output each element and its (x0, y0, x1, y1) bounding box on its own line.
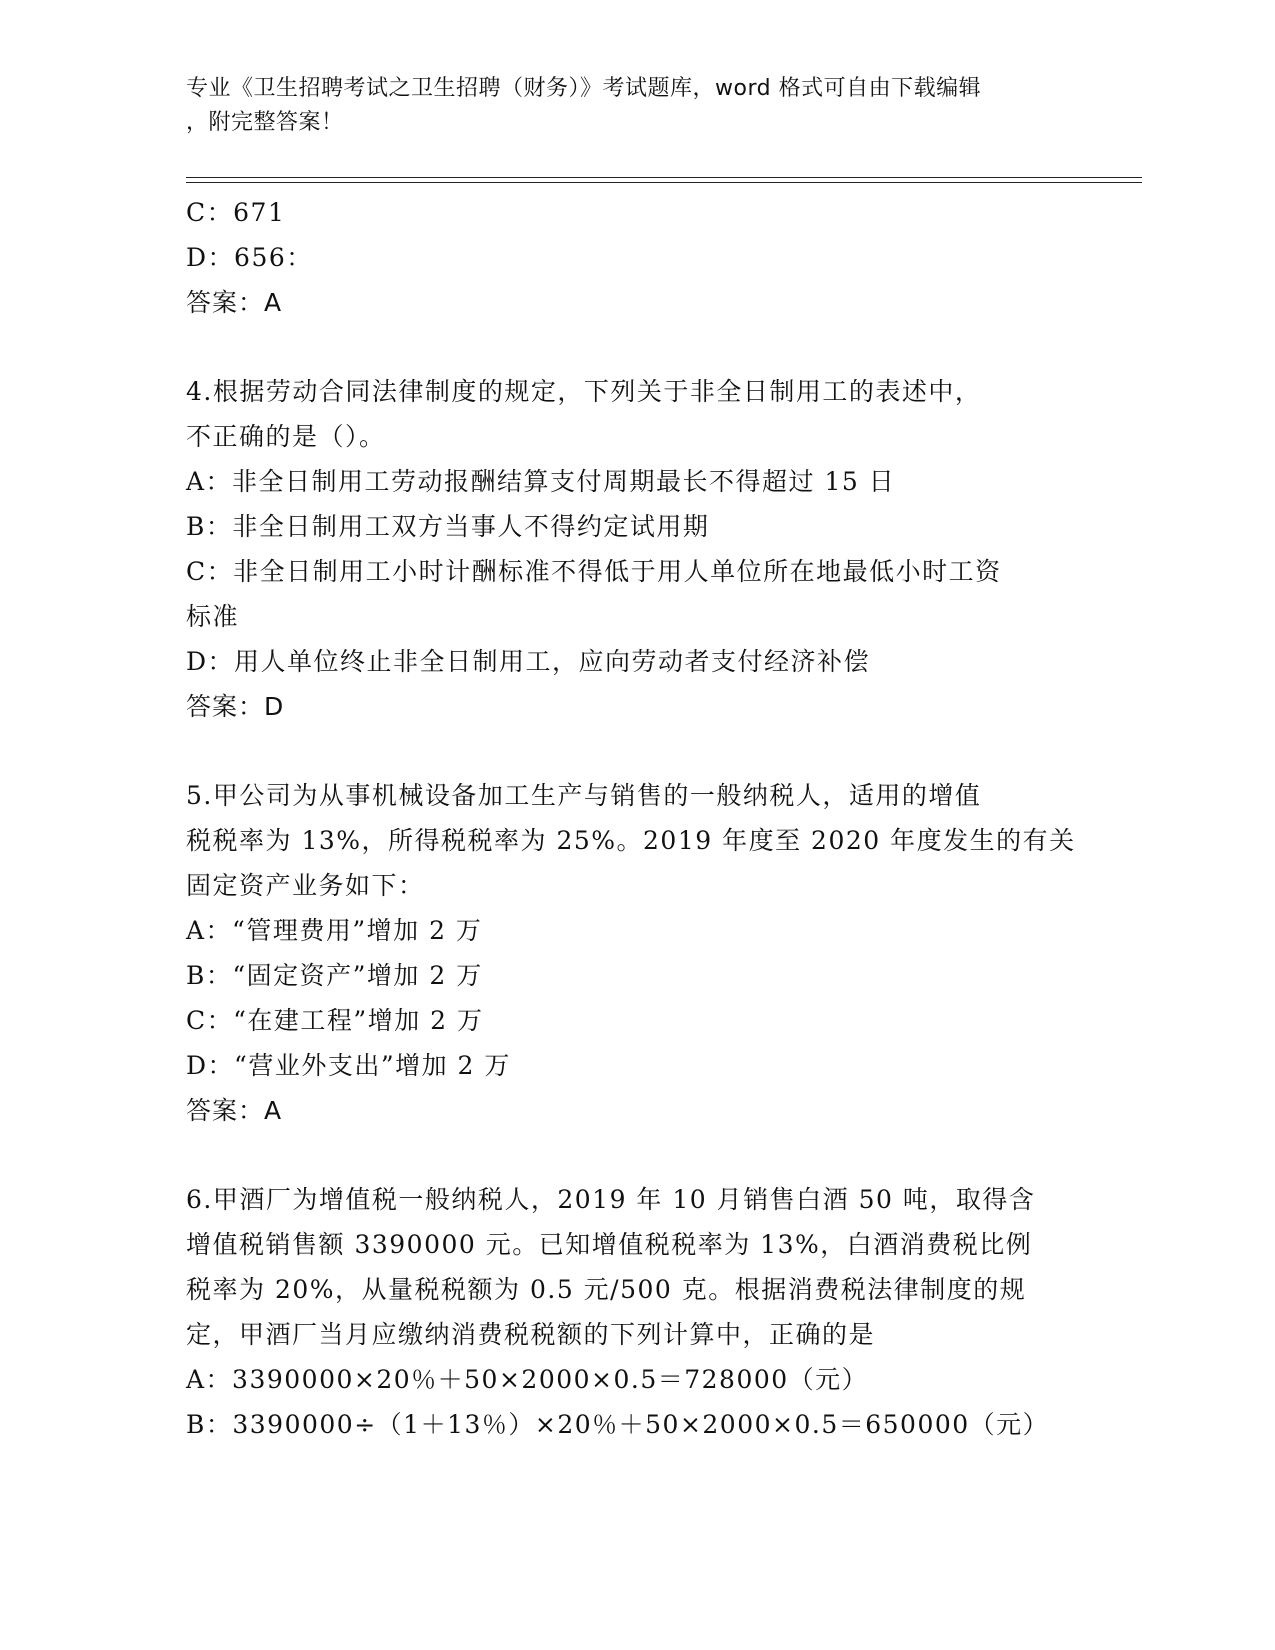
option-b: B：3390000÷（1＋13％）×20％＋50×2000×0.5＝650000（元） (186, 1410, 1050, 1439)
spacer (186, 729, 1086, 773)
question-stem: 不正确的是（）。 (186, 422, 386, 451)
question-stem: 增值税销售额 3390000 元。已知增值税税率为 13%，白酒消费税比例 (186, 1230, 1033, 1259)
answer: 答案：D (186, 692, 285, 721)
option-b: B：“固定资产”增加 2 万 (186, 961, 483, 990)
option-c: C：非全日制用工小时计酬标准不得低于用人单位所在地最低小时工资 (186, 557, 1002, 586)
option-a: A：非全日制用工劳动报酬结算支付周期最长不得超过 15 日 (186, 467, 896, 496)
option-a: A：3390000×20％＋50×2000×0.5＝728000（元） (186, 1365, 869, 1394)
question-list (186, 190, 1086, 1447)
question-stem: 5.甲公司为从事机械设备加工生产与销售的一般纳税人，适用的增值 (186, 781, 982, 810)
answer: 答案：A (186, 1096, 283, 1125)
option-b: B：非全日制用工双方当事人不得约定试用期 (186, 512, 710, 541)
header-divider-bottom (186, 182, 1142, 183)
question-stem: 固定资产业务如下： (186, 871, 425, 900)
document-header (186, 72, 1066, 140)
question-6 (186, 1177, 1086, 1447)
header-line-1: 专业《卫生招聘考试之卫生招聘（财务）》考试题库，word 格式可自由下载编辑 (186, 76, 982, 101)
answer: 答案：A (186, 288, 283, 317)
question-stem: 4.根据劳动合同法律制度的规定，下列关于非全日制用工的表述中， (186, 377, 982, 406)
question-stem: 定，甲酒厂当月应缴纳消费税税额的下列计算中，正确的是 (186, 1320, 876, 1349)
header-divider-top (186, 177, 1142, 178)
option-d: D：用人单位终止非全日制用工，应向劳动者支付经济补偿 (186, 647, 871, 676)
question-5 (186, 773, 1086, 1133)
option-d: D：656： (186, 243, 313, 272)
spacer (186, 1133, 1086, 1177)
option-c-continued: 标准 (186, 602, 240, 631)
question-stem: 税率为 20%，从量税税额为 0.5 元/500 克。根据消费税法律制度的规 (186, 1275, 1027, 1304)
option-a: A：“管理费用”增加 2 万 (186, 916, 483, 945)
question-stem: 税税率为 13%，所得税税率为 25%。2019 年度至 2020 年度发生的有关 (186, 826, 1076, 855)
option-c: C：“在建工程”增加 2 万 (186, 1006, 484, 1035)
question-stem: 6.甲酒厂为增值税一般纳税人，2019 年 10 月销售白酒 50 吨，取得含 (186, 1185, 1036, 1214)
option-c: C：671 (186, 198, 286, 227)
header-line-2: ，附完整答案！ (186, 110, 344, 135)
question-4 (186, 369, 1086, 729)
option-d: D：“营业外支出”增加 2 万 (186, 1051, 511, 1080)
spacer (186, 325, 1086, 369)
question-3-tail (186, 190, 1086, 325)
